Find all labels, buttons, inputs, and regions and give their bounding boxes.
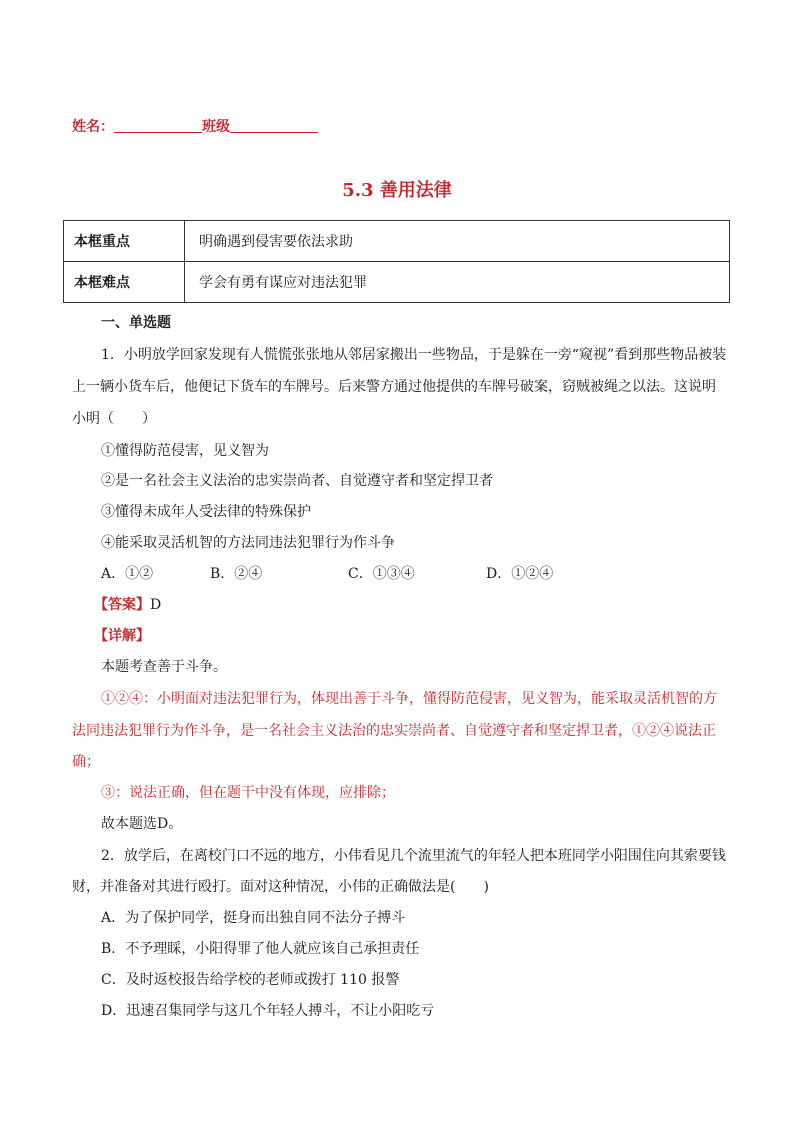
analysis-line: 确；: [72, 754, 100, 770]
table-row: [64, 221, 730, 262]
key-label: 本框重点: [64, 221, 185, 262]
class-label: 班级: [202, 119, 230, 135]
detail-intro: 本题考查善于斗争。: [101, 659, 227, 675]
key-points-table: [63, 220, 730, 303]
detail-label: 【详解】: [94, 628, 150, 644]
difficulty-value: 学会有勇有谋应对违法犯罪: [185, 262, 730, 303]
answer-label: 【答案】: [94, 597, 150, 613]
q1-option-b[interactable]: B．②④: [210, 566, 263, 582]
analysis-line: ③：说法正确，但在题干中没有体现，应排除；: [101, 785, 395, 801]
q2-option-c[interactable]: C．及时返校报告给学校的老师或拨打 110 报警: [101, 972, 400, 988]
name-label: 姓名：: [72, 119, 114, 135]
section-heading: 一、单选题: [101, 315, 171, 331]
q1-item: ③懂得未成年人受法律的特殊保护: [101, 504, 311, 520]
page-title: 5.3 善用法律: [342, 180, 452, 201]
q1-item: ④能采取灵活机智的方法同违法犯罪行为作斗争: [101, 535, 395, 551]
answer-value: D: [150, 597, 162, 613]
q1-item: ②是一名社会主义法治的忠实崇尚者、自觉遵守者和坚定捍卫者: [101, 473, 493, 489]
table-row: [64, 262, 730, 303]
class-blank[interactable]: [230, 118, 318, 133]
q1-stem-line: 小明（ ）: [72, 411, 156, 427]
q2-option-a[interactable]: A．为了保护同学，挺身而出独自同不法分子搏斗: [101, 910, 406, 926]
conclusion: 故本题选D。: [101, 816, 183, 832]
q2-option-d[interactable]: D．迅速召集同学与这几个年轻人搏斗，不让小阳吃亏: [101, 1003, 435, 1019]
q2-stem-line: 财，并准备对其进行殴打。面对这种情况，小伟的正确做法是( ): [72, 879, 489, 895]
analysis-line: ①②④：小明面对违法犯罪行为，体现出善于斗争，懂得防范侵害，见义智为，能采取灵活机智的方: [101, 691, 717, 707]
q1-option-a[interactable]: A．①②: [101, 566, 154, 582]
q1-item: ①懂得防范侵害，见义智为: [101, 443, 269, 459]
q1-stem-line: 1．小明放学回家发现有人慌慌张张地从邻居家搬出一些物品，于是躲在一旁“窥视”看到那些物品被装: [101, 347, 727, 363]
q1-option-d[interactable]: D．①②④: [486, 566, 554, 582]
name-class-line: [72, 116, 318, 136]
key-value: 明确遇到侵害要依法求助: [185, 221, 730, 262]
q1-option-c[interactable]: C．①③④: [348, 566, 415, 582]
q1-answer: [94, 594, 161, 614]
difficulty-label: 本框难点: [64, 262, 185, 303]
q1-stem-line: 上一辆小货车后，他便记下货车的车牌号。后来警方通过他提供的车牌号破案，窃贼被绳之以法。这说明: [72, 379, 716, 395]
analysis-line: 法同违法犯罪行为作斗争，是一名社会主义法治的忠实崇尚者、自觉遵守者和坚定捍卫者，①②④说法正: [72, 723, 716, 739]
q2-stem-line: 2．放学后，在离校门口不远的地方，小伟看见几个流里流气的年轻人把本班同学小阳围住向其索要钱: [101, 848, 726, 864]
name-blank[interactable]: [114, 118, 202, 133]
q2-option-b[interactable]: B．不予理睬，小阳得罪了他人就应该自己承担责任: [101, 941, 420, 957]
